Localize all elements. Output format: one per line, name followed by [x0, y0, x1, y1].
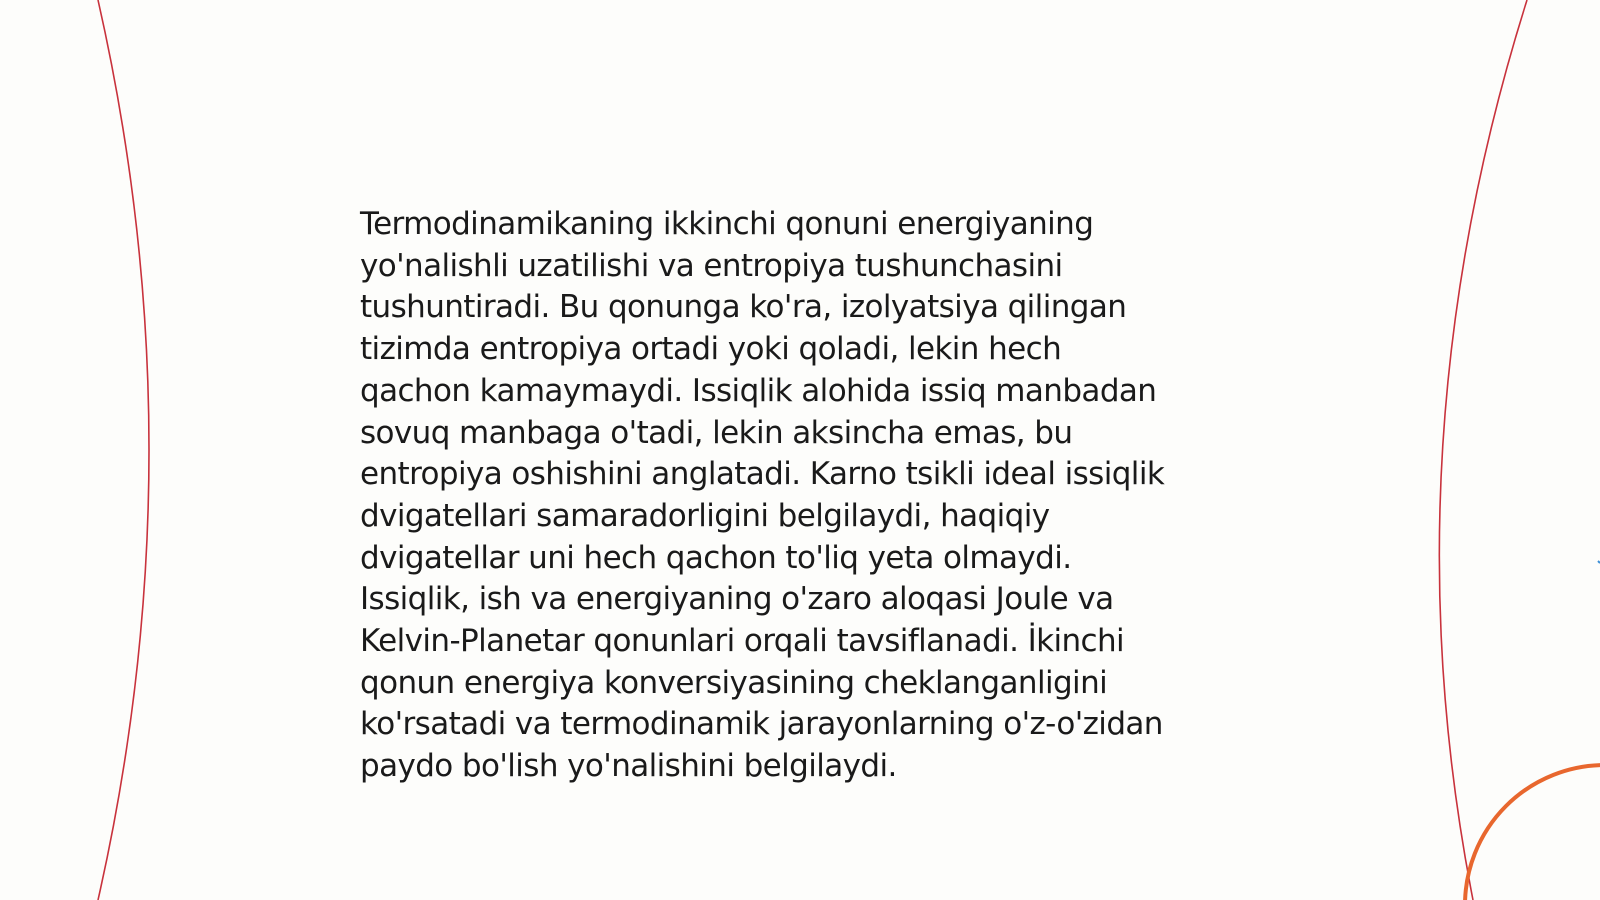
left-curve-line: [98, 0, 149, 900]
text-line: tushuntiradi. Bu qonunga ko'ra, izolyatsiya qilingan: [360, 289, 1127, 326]
text-line: Issiqlik, ish va energiyaning o'zaro aloqasi Joule va: [360, 581, 1114, 618]
text-line: qachon kamaymaydi. Issiqlik alohida issiq manbadan: [360, 372, 1157, 409]
text-line: yo'nalishli uzatilishi va entropiya tushunchasini: [360, 247, 1063, 284]
text-line: Termodinamikaning ikkinchi qonuni energiyaning: [360, 206, 1094, 242]
body-paragraph: [360, 204, 1260, 788]
text-line: sovuq manbaga o'tadi, lekin aksincha emas, bu: [360, 414, 1073, 451]
text-line: tizimda entropiya ortadi yoki qoladi, lekin hech: [360, 331, 1062, 368]
text-line: Kelvin-Planetar qonunlari orqali tavsiflanadi. İkinchi: [360, 623, 1125, 660]
text-line: qonun energiya konversiyasining cheklanganligini: [360, 664, 1108, 701]
text-line: dvigatellari samaradorligini belgilaydi, haqiqiy: [360, 497, 1050, 534]
text-line: paydo bo'lish yo'nalishini belgilaydi.: [360, 748, 897, 785]
text-line: dvigatellar uni hech qachon to'liq yeta olmaydi.: [360, 539, 1072, 576]
right-curve-line: [1439, 0, 1527, 900]
orange-accent-arc: [1465, 765, 1600, 900]
text-line: ko'rsatadi va termodinamik jarayonlarning o'z-o'zidan: [360, 706, 1163, 743]
text-line: entropiya oshishini anglatadi. Karno tsikli ideal issiqlik: [360, 456, 1165, 493]
